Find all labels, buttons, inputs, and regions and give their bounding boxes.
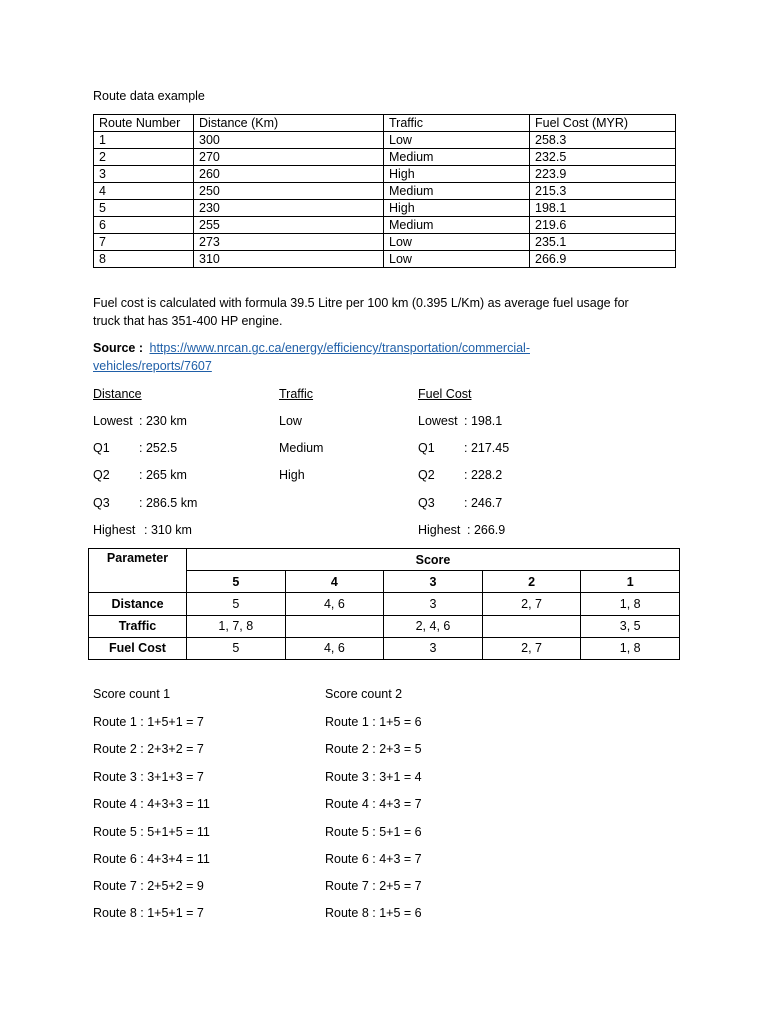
score-count-1-line: Route 7 : 2+5+2 = 9 <box>93 879 204 893</box>
cell-fuel-cost: 223.9 <box>530 166 676 183</box>
score-count-1-heading: Score count 1 <box>93 687 171 701</box>
cell-route-number: 3 <box>94 166 194 183</box>
score-cell: 3 <box>384 637 483 659</box>
score-count-1-line: Route 8 : 1+5+1 = 7 <box>93 906 204 920</box>
traffic-level-high: High <box>279 468 305 482</box>
score-cell: 1, 8 <box>581 637 680 659</box>
score-count-1-line: Route 2 : 2+3+2 = 7 <box>93 742 204 756</box>
distance-heading: Distance <box>93 387 142 401</box>
cell-traffic: Medium <box>384 149 530 166</box>
fuel-q3-value: : 246.7 <box>464 496 503 510</box>
traffic-level-medium: Medium <box>279 441 324 455</box>
cell-fuel-cost: 232.5 <box>530 149 676 166</box>
cell-distance: 300 <box>194 132 384 149</box>
cell-distance: 310 <box>194 251 384 268</box>
score-level-5: 5 <box>187 571 286 593</box>
fuel-q1-value: : 217.45 <box>464 441 510 455</box>
distance-lowest-label: Lowest <box>93 414 133 428</box>
cell-distance: 250 <box>194 183 384 200</box>
formula-text-line1: Fuel cost is calculated with formula 39.5 Litre per 100 km (0.395 L/Km) as average fuel usage for <box>93 296 629 310</box>
score-count-2-line: Route 6 : 4+3 = 7 <box>325 852 422 866</box>
score-cell: 2, 7 <box>482 593 581 615</box>
cell-fuel-cost: 235.1 <box>530 234 676 251</box>
cell-route-number: 1 <box>94 132 194 149</box>
cell-route-number: 4 <box>94 183 194 200</box>
parameter-traffic: Traffic <box>89 615 187 637</box>
page-title: Route data example <box>93 89 205 103</box>
score-cell: 1, 8 <box>581 593 680 615</box>
cell-fuel-cost: 198.1 <box>530 200 676 217</box>
cell-traffic: Low <box>384 234 530 251</box>
distance-highest-label: Highest <box>93 523 136 537</box>
score-count-2-line: Route 1 : 1+5 = 6 <box>325 715 422 729</box>
distance-highest-value: : 310 km <box>144 523 192 537</box>
score-cell: 3 <box>384 593 483 615</box>
fuel-q3-label: Q3 <box>418 496 435 510</box>
source-line1 <box>93 340 530 356</box>
fuel-lowest-label: Lowest <box>418 414 458 428</box>
score-cell: 2, 4, 6 <box>384 615 483 637</box>
fuel-highest-label: Highest <box>418 523 461 537</box>
cell-traffic: Low <box>384 132 530 149</box>
distance-q3-value: : 286.5 km <box>139 496 198 510</box>
header-traffic: Traffic <box>384 115 530 132</box>
cell-route-number: 7 <box>94 234 194 251</box>
table-row <box>89 593 680 615</box>
fuel-q2-label: Q2 <box>418 468 435 482</box>
header-route-number: Route Number <box>94 115 194 132</box>
cell-route-number: 5 <box>94 200 194 217</box>
score-count-1-line: Route 3 : 3+1+3 = 7 <box>93 770 204 784</box>
cell-traffic: Medium <box>384 183 530 200</box>
score-count-2-line: Route 5 : 5+1 = 6 <box>325 825 422 839</box>
cell-traffic: High <box>384 166 530 183</box>
score-cell: 2, 7 <box>482 637 581 659</box>
distance-q1-label: Q1 <box>93 441 110 455</box>
fuel-q2-value: : 228.2 <box>464 468 503 482</box>
fuel-lowest-value: : 198.1 <box>464 414 503 428</box>
source-link-continued[interactable]: vehicles/reports/7607 <box>93 359 212 373</box>
parameter-fuel-cost: Fuel Cost <box>89 637 187 659</box>
score-count-1-line: Route 1 : 1+5+1 = 7 <box>93 715 204 729</box>
header-fuel-cost: Fuel Cost (MYR) <box>530 115 676 132</box>
source-line2 <box>93 358 212 374</box>
fuel-highest-value: : 266.9 <box>467 523 506 537</box>
cell-fuel-cost: 258.3 <box>530 132 676 149</box>
score-count-2-line: Route 3 : 3+1 = 4 <box>325 770 422 784</box>
cell-traffic: High <box>384 200 530 217</box>
score-count-2-line: Route 4 : 4+3 = 7 <box>325 797 422 811</box>
table-row <box>94 200 676 217</box>
route-table <box>93 114 676 268</box>
score-level-3: 3 <box>384 571 483 593</box>
cell-distance: 230 <box>194 200 384 217</box>
table-row <box>94 251 676 268</box>
distance-q2-label: Q2 <box>93 468 110 482</box>
table-row <box>94 166 676 183</box>
distance-q2-value: : 265 km <box>139 468 187 482</box>
score-cell: 5 <box>187 593 286 615</box>
parameter-header: Parameter <box>89 549 187 593</box>
score-level-4: 4 <box>285 571 384 593</box>
table-row <box>89 637 680 659</box>
table-row <box>89 615 680 637</box>
source-link[interactable]: https://www.nrcan.gc.ca/energy/efficiency/transportation/commercial- <box>149 341 530 355</box>
score-cell <box>285 615 384 637</box>
table-row <box>94 234 676 251</box>
score-table-header-row <box>89 549 680 571</box>
score-table <box>88 548 680 660</box>
cell-route-number: 2 <box>94 149 194 166</box>
cell-fuel-cost: 266.9 <box>530 251 676 268</box>
score-count-1-line: Route 6 : 4+3+4 = 11 <box>93 852 210 866</box>
score-count-2-line: Route 2 : 2+3 = 5 <box>325 742 422 756</box>
score-count-2-line: Route 7 : 2+5 = 7 <box>325 879 422 893</box>
traffic-heading: Traffic <box>279 387 314 401</box>
score-count-1-line: Route 5 : 5+1+5 = 11 <box>93 825 210 839</box>
score-cell: 3, 5 <box>581 615 680 637</box>
score-count-2-line: Route 8 : 1+5 = 6 <box>325 906 422 920</box>
score-header: Score <box>187 549 680 571</box>
table-row <box>94 183 676 200</box>
cell-traffic: Medium <box>384 217 530 234</box>
cell-distance: 255 <box>194 217 384 234</box>
table-row <box>94 217 676 234</box>
distance-q3-label: Q3 <box>93 496 110 510</box>
score-cell: 1, 7, 8 <box>187 615 286 637</box>
table-row <box>94 132 676 149</box>
score-cell <box>482 615 581 637</box>
route-table-header-row <box>94 115 676 132</box>
score-level-1: 1 <box>581 571 680 593</box>
fuel-q1-label: Q1 <box>418 441 435 455</box>
score-cell: 5 <box>187 637 286 659</box>
formula-text-line2: truck that has 351-400 HP engine. <box>93 314 283 328</box>
parameter-distance: Distance <box>89 593 187 615</box>
cell-route-number: 8 <box>94 251 194 268</box>
cell-fuel-cost: 215.3 <box>530 183 676 200</box>
score-count-1-line: Route 4 : 4+3+3 = 11 <box>93 797 210 811</box>
cell-fuel-cost: 219.6 <box>530 217 676 234</box>
cell-distance: 270 <box>194 149 384 166</box>
source-label: Source : <box>93 341 144 355</box>
table-row <box>94 149 676 166</box>
score-cell: 4, 6 <box>285 593 384 615</box>
cell-route-number: 6 <box>94 217 194 234</box>
score-level-2: 2 <box>482 571 581 593</box>
cell-traffic: Low <box>384 251 530 268</box>
distance-q1-value: : 252.5 <box>139 441 178 455</box>
cell-distance: 260 <box>194 166 384 183</box>
distance-lowest-value: : 230 km <box>139 414 187 428</box>
score-cell: 4, 6 <box>285 637 384 659</box>
fuel-cost-heading: Fuel Cost <box>418 387 472 401</box>
cell-distance: 273 <box>194 234 384 251</box>
traffic-level-low: Low <box>279 414 302 428</box>
header-distance: Distance (Km) <box>194 115 384 132</box>
score-count-2-heading: Score count 2 <box>325 687 403 701</box>
